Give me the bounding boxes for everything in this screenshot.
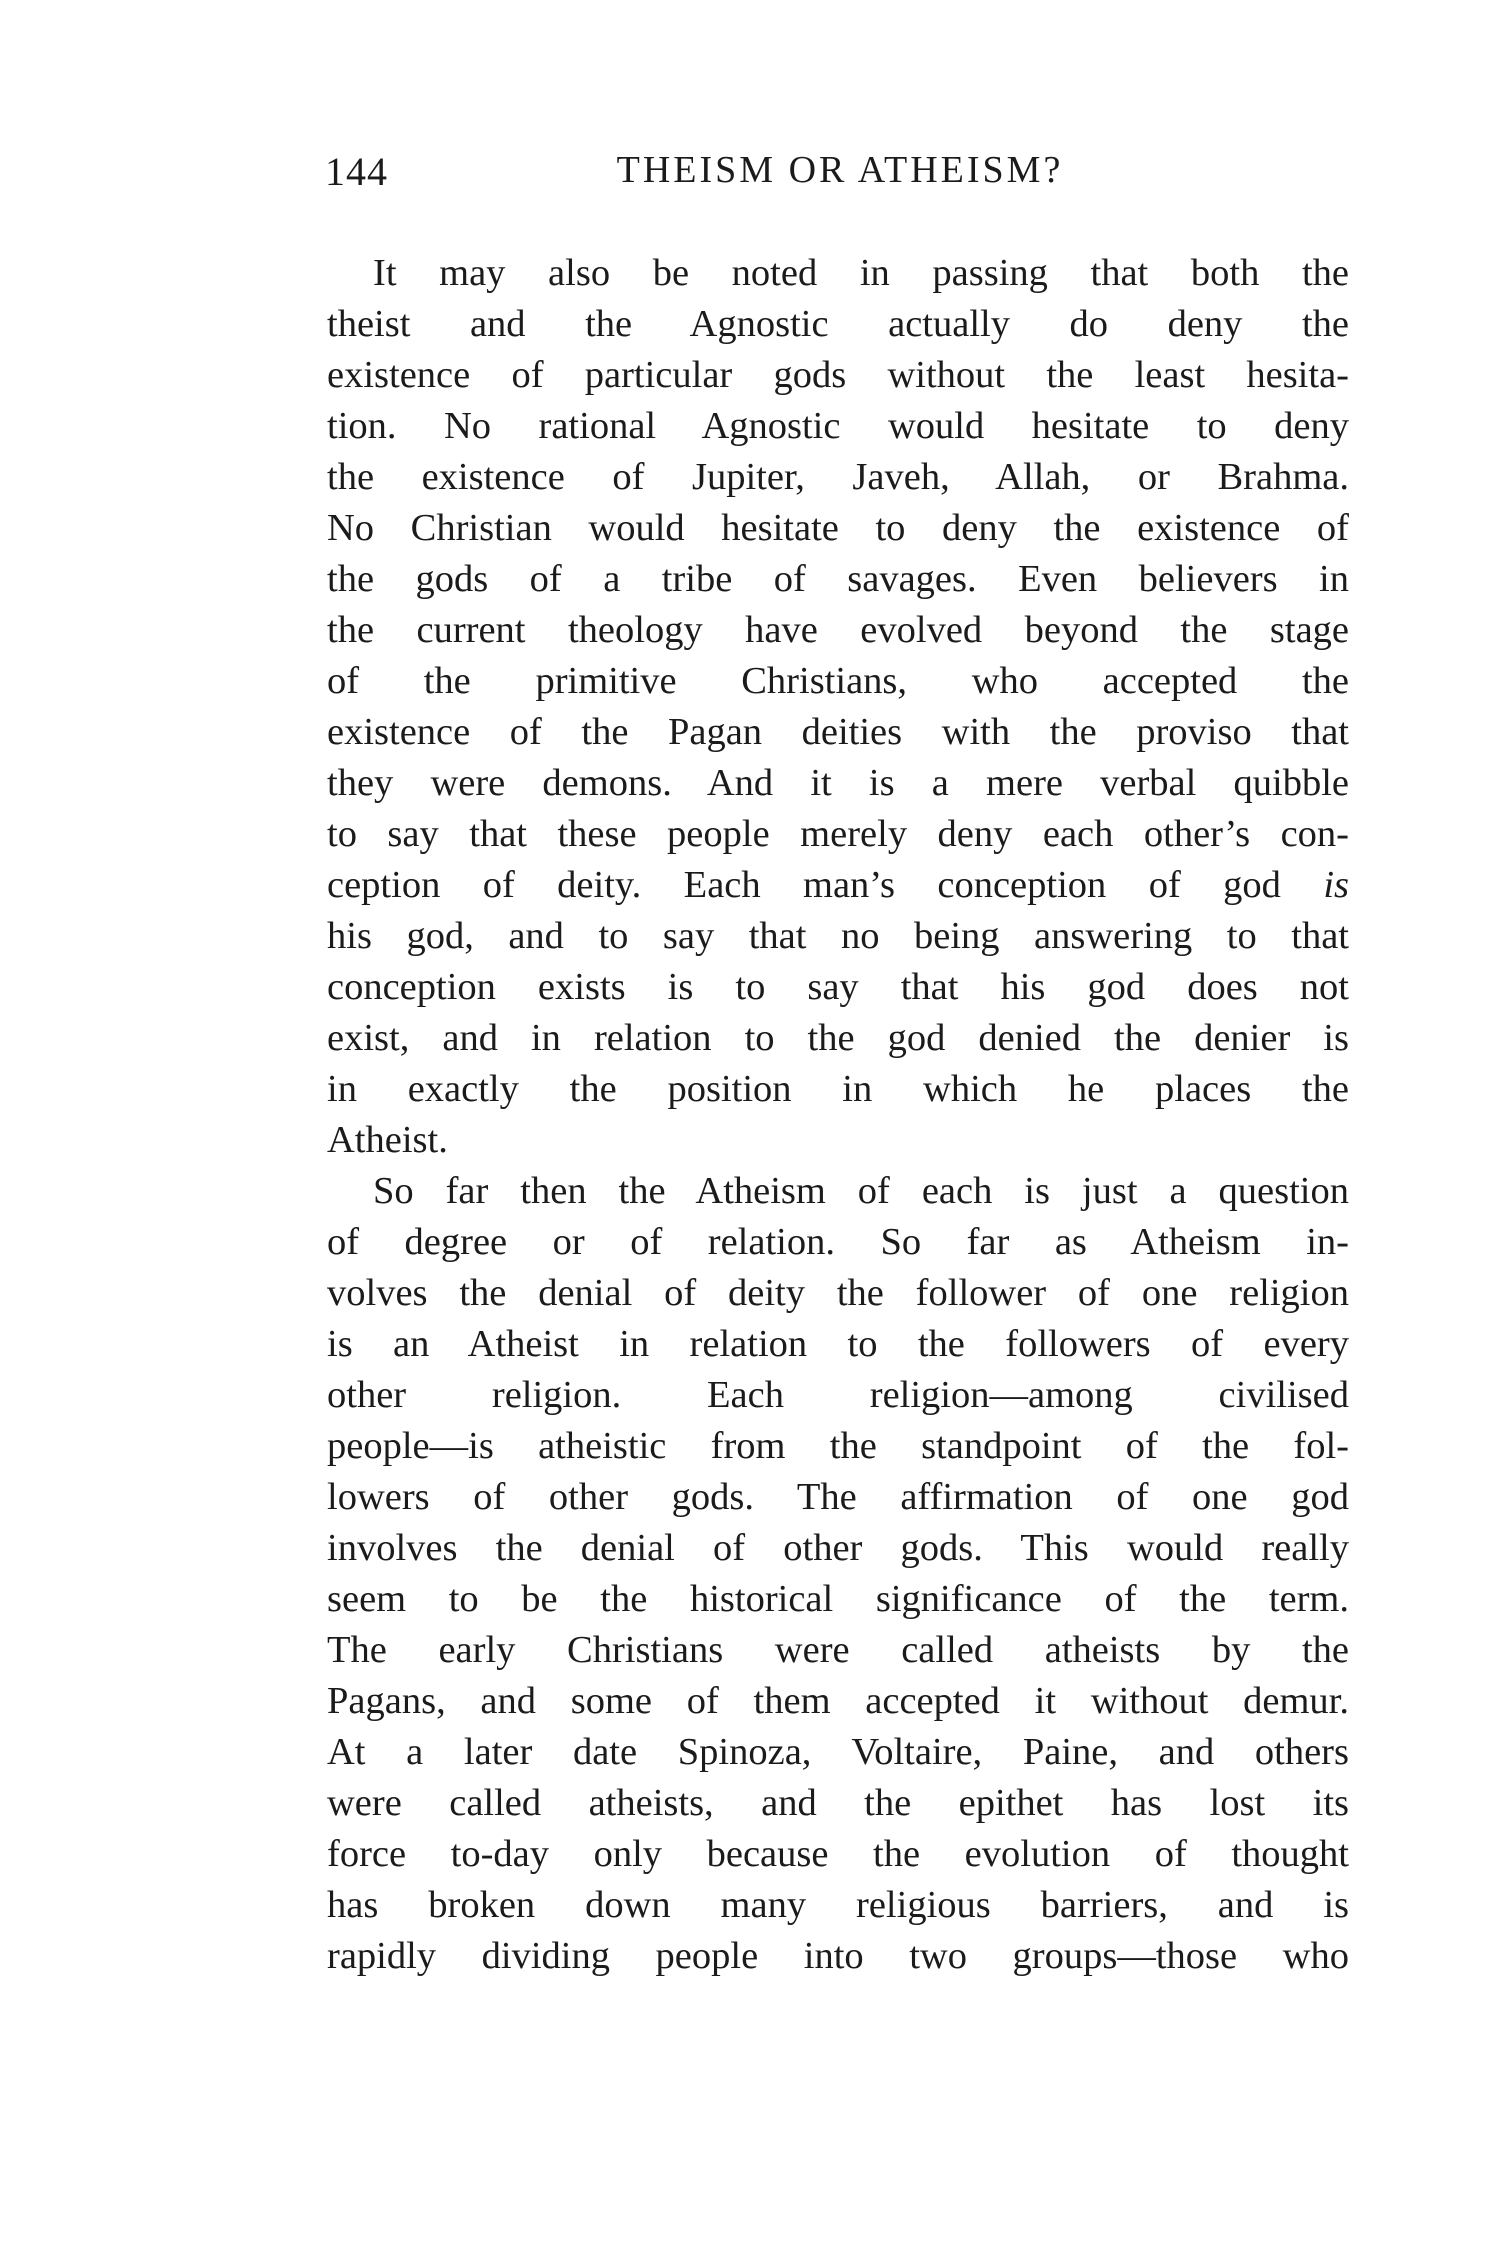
text-line: the existence of Jupiter, Javeh, Allah, or Brahma. [327,456,1349,498]
page-header [325,148,1345,208]
text-line: existence of the Pagan deities with the proviso that [327,711,1349,753]
text-line: volves the denial of deity the follower of one religion [327,1272,1349,1314]
text-line: people—is atheistic from the standpoint of the fol- [327,1425,1349,1467]
text-line: tion. No rational Agnostic would hesitate to deny [327,405,1349,447]
text-line: The early Christians were called atheists by the [327,1629,1349,1671]
text-line: conception exists is to say that his god does not [327,966,1349,1008]
text-line: to say that these people merely deny each other’s con- [327,813,1349,855]
text-line: rapidly dividing people into two groups—those who [327,1935,1349,1977]
text-line: involves the denial of other gods. This would really [327,1527,1349,1569]
text-line: Atheist. [327,1119,448,1161]
text-line: exist, and in relation to the god denied the denier is [327,1017,1349,1059]
text-line: No Christian would hesitate to deny the existence of [327,507,1349,549]
running-head: THEISM OR ATHEISM? [616,149,1064,191]
text-line: force to-day only because the evolution of thought [327,1833,1349,1875]
text-line: Pagans, and some of them accepted it without demur. [327,1680,1349,1722]
text-line: is an Atheist in relation to the followers of every [327,1323,1349,1365]
text-line: his god, and to say that no being answering to that [327,915,1349,957]
text-line: they were demons. And it is a mere verbal quibble [327,762,1349,804]
paragraph-2 [327,1166,1349,1982]
text-line: the current theology have evolved beyond the stage [327,609,1349,651]
text-line: were called atheists, and the epithet has lost its [327,1782,1349,1824]
text-line: At a later date Spinoza, Voltaire, Paine, and others [327,1731,1349,1773]
text-line: theist and the Agnostic actually do deny the [327,303,1349,345]
italic-word: is [1323,864,1349,906]
text-line: has broken down many religious barriers, and is [327,1884,1349,1926]
body-text [327,248,1349,1982]
text-line: It may also be noted in passing that both the [373,252,1349,294]
text-line-with-italic [327,860,1349,911]
text-line: in exactly the position in which he places the [327,1068,1349,1110]
text-line: lowers of other gods. The affirmation of one god [327,1476,1349,1518]
text-line: of degree or of relation. So far as Atheism in- [327,1221,1349,1263]
text-line-start: ception of deity. Each man’s conception of god [327,864,1324,906]
text-line: of the primitive Christians, who accepted the [327,660,1349,702]
text-line: seem to be the historical significance of the term. [327,1578,1349,1620]
page-number: 144 [325,149,388,194]
text-line: So far then the Atheism of each is just a question [373,1170,1349,1212]
text-line: existence of particular gods without the least hesita- [327,354,1349,396]
text-line: other religion. Each religion—among civilised [327,1374,1349,1416]
paragraph-1 [327,248,1349,1166]
text-line: the gods of a tribe of savages. Even believers in [327,558,1349,600]
